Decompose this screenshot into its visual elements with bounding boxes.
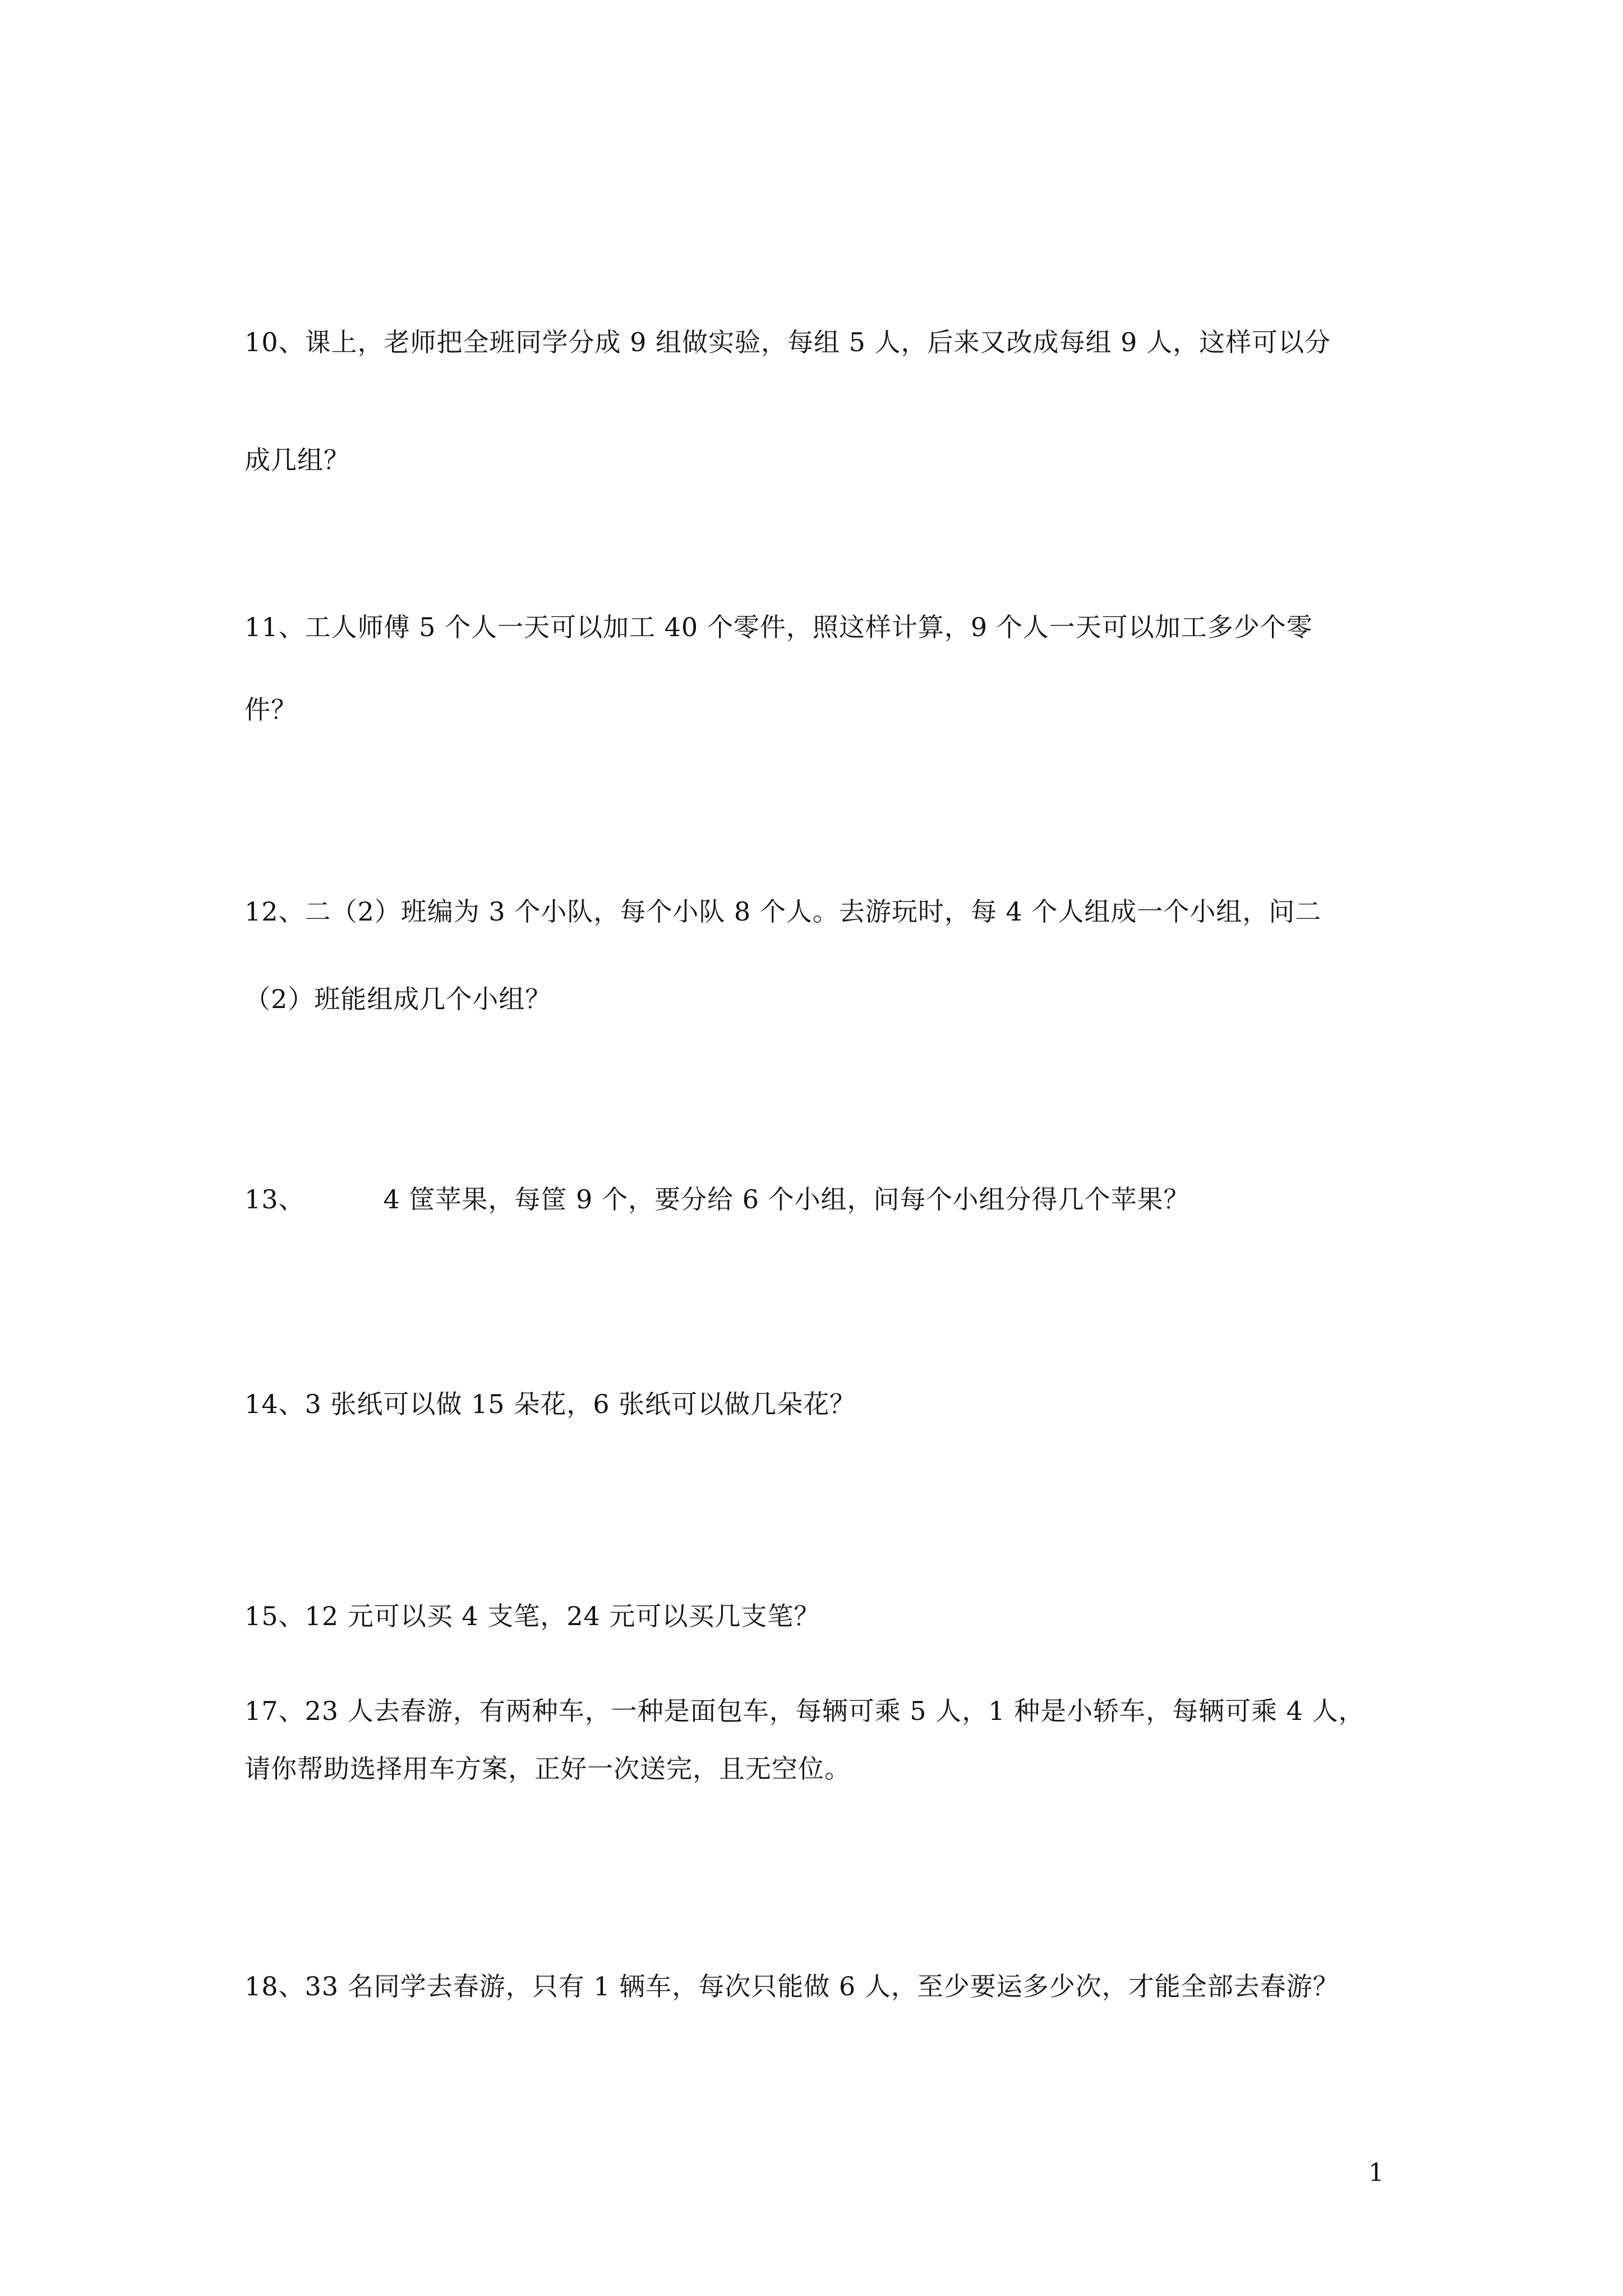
problem-18: 18、33 名同学去春游，只有 1 辆车，每次只能做 6 人，至少要运多少次，才能全部去春游？ <box>245 1971 1339 2001</box>
problem-11-line-1: 11、工人师傅 5 个人一天可以加工 40 个零件，照这样计算，9 个人一天可以加工多少个零 <box>245 612 1313 642</box>
problem-12-line-1: 12、二（2）班编为 3 个小队，每个小队 8 个人。去游玩时，每 4 个人组成一个小组，问二 <box>245 896 1322 927</box>
problem-10-line-2: 成几组？ <box>245 445 350 475</box>
problem-13 <box>245 1182 1189 1216</box>
page-number: 1 <box>1368 2159 1384 2187</box>
problem-13-text: 4 筐苹果，每筐 9 个，要分给 6 个小组，问每个小组分得几个苹果？ <box>383 1184 1190 1214</box>
problem-14: 14、3 张纸可以做 15 朵花，6 张纸可以做几朵花？ <box>245 1389 856 1419</box>
problem-10-line-1: 10、课上，老师把全班同学分成 9 组做实验，每组 5 人，后来又改成每组 9 人，这样可以分 <box>245 327 1331 357</box>
problem-15: 15、12 元可以买 4 支笔，24 元可以买几支笔？ <box>245 1601 820 1631</box>
problem-17-line-2: 请你帮助选择用车方案，正好一次送完，且无空位。 <box>245 1754 851 1784</box>
problem-13-number: 13、 <box>245 1184 305 1214</box>
problem-12-line-2: （2）班能组成几个小组？ <box>245 984 552 1014</box>
problem-11-line-2: 件？ <box>245 694 297 725</box>
problem-17-line-1: 17、23 人去春游，有两种车，一种是面包车，每辆可乘 5 人，1 种是小轿车，每辆可乘 4 人， <box>245 1696 1365 1726</box>
